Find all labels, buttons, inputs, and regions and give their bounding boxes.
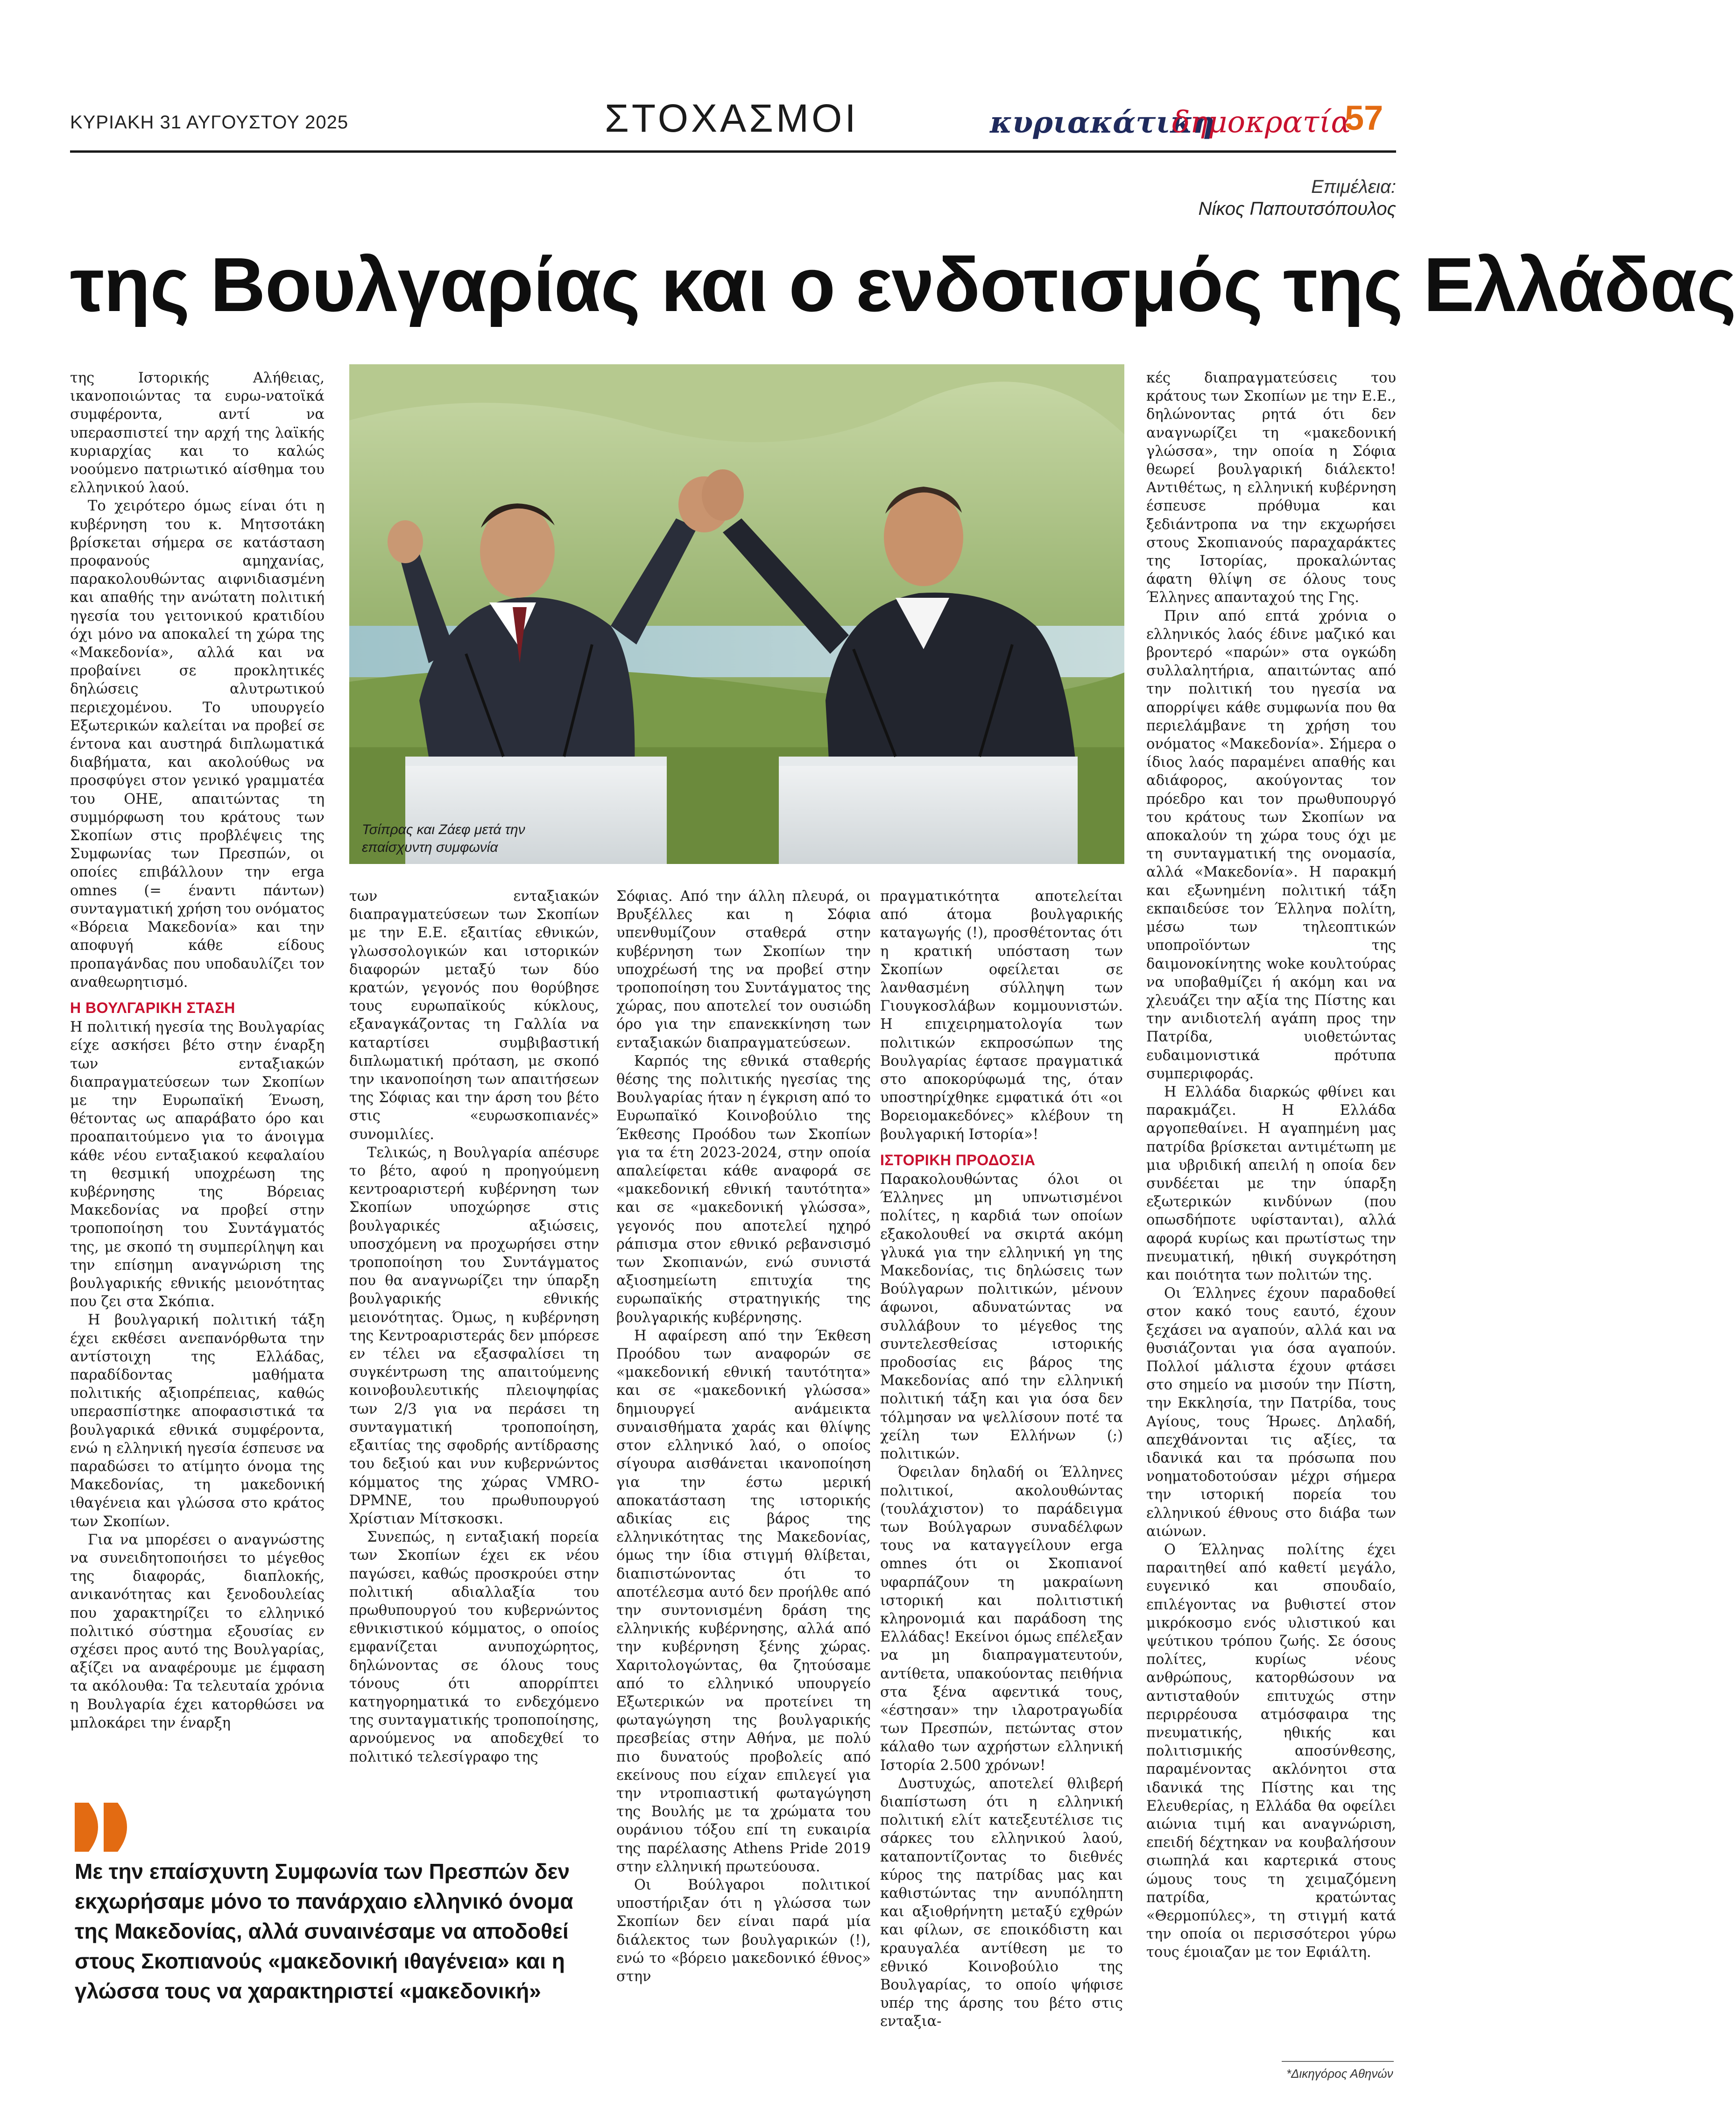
paragraph: Η βουλγαρική πολιτική τάξη έχει εκθέσει ανεπανόρθωτα την αντίστοιχη της Ελλάδας, παραδίδοντας μαθήματα πολιτικής αξιοπρέπειας, καθώς υπερασπίστηκε αποφασιστικά τα βουλγαρικά εθνικά συμφέροντα, ενώ η ελληνική ηγεσία έσπευσε να παραδώσει το ατίμητο όνομα της Μακεδονίας, τη μακεδονική ιθαγένεια και γλώσσα στο κράτος των Σκοπίων.	[70, 1312, 325, 1530]
paragraph: Συνεπώς, η ενταξιακή πορεία των Σκοπίων έχει εκ νέου παγώσει, καθώς προσκρούει στην πολιτική αδιαλλαξία του πρωθυπουργού του κυβερνώντος εθνικιστικού κόμματος, ο οποίος εμφανίζεται ανυποχώρητος, δηλώνοντας σε όλους τους τόνους ότι απορρίπτει κατηγορηματικά το ενδεχόμενο της συνταγματικής τροποποίησης, αρνούμενος να αποδεχθεί το πολιτικό τελεσίγραφο της	[349, 1529, 599, 1765]
paragraph: Τελικώς, η Βουλγαρία απέσυρε το βέτο, αφού η προηγούμενη κεντροαριστερή κυβέρνηση των Σκοπίων υποχώρησε στις βουλγαρικές αξιώσεις, υποσχόμενη να προχωρήσει στην τροποποίηση του Συντάγματος που θα αναγνωρίζει την ύπαρξη βουλγαρικής εθνικής μειονότητας. Όμως, η κυβέρνηση της Κεντροαριστεράς δεν μπόρεσε εν τέλει να εξασφαλίσει τη συγκέντρωση της απαιτούμενης κοινοβουλευτικής πλειοψηφίας των 2/3 για να περάσει τη συνταγματική τροποποίηση, εξαιτίας της σφοδρής αντίδρασης του δεξιού και νυν κυβερνώντος κόμματος της χώρας VMRO-DPMNE, του πρωθυπουργού Χρίστιαν Μίτσκοσκι.	[349, 1144, 599, 1527]
paragraph: πραγματικότητα αποτελείται από άτομα βουλγαρικής καταγωγής (!), προσθέτοντας ότι η κρατική υπόσταση των Σκοπίων οφείλεται σε λανθασμένη σύλληψη των Γιουγκοσλάβων κομμουνιστών. Η επιχειρηματολογία των πολιτικών εκπροσώπων της Βουλγαρίας έφτασε πραγματικά στο αποκορύφωμά της, όταν υποστηρίχθηκε εμφατικά ότι «οι Βορειομακεδόνες» κλέβουν τη βουλγαρική Ιστορία»!	[880, 888, 1123, 1143]
paragraph: Πριν από επτά χρόνια ο ελληνικός λαός έδινε μαζικό και βροντερό «παρών» στα ογκώδη συλλαλητήρια, απαιτώντας από την πολιτική του ηγεσία να απορρίψει κάθε συμφωνία που θα περιελάμβανε τη χρήση του ονόματος «Μακεδονία». Σήμερα ο ίδιος λαός παραμένει απαθής και αδιάφορος, ακούγοντας τον πρόεδρο και τον πρωθυπουργό του κράτους των Σκοπίων να αποκαλούν τη χώρα τους όχι με τη συνταγματική της ονομασία, αλλά «Μακεδονία». Η παρακμή και εξωνημένη πολιτική τάξη εκπαιδεύσε τον Έλληνα πολίτη, μέσω των τηλεοπτικών υποπροϊόντων της δαιμονοκίνητης woke κουλτούρας να υποβαθμίζει ή ακόμη και να χλευάζει την αξία της Πίστης και την ανιδιοτελή αγάπη προς την Πατρίδα, υιοθετώντας ευδαιμονιστικά πρότυπα συμπεριφοράς.	[1146, 608, 1396, 1082]
paragraph: Η αφαίρεση από την Έκθεση Προόδου των αναφορών σε «μακεδονική εθνική ταυτότητα» και σε «μακεδονική γλώσσα» δημιουργεί ανάμεικτα συναισθήματα χαράς και θλίψης στον ελληνικό λαό, ο οποίος σίγουρα αισθάνεται ικανοποίηση για την έστω μερική αποκατάσταση της ιστορικής αδικίας εις βάρος της ελληνικότητας της Μακεδονίας, όμως την ίδια στιγμή θλίβεται, διαπιστώνοντας ότι το αποτέλεσμα αυτό δεν προήλθε από την συντονισμένη δράση της ελληνικής κυβέρνησης, αλλά από την κυβέρνηση ξένης χώρας. Χαριτολογώντας, θα ζητούσαμε από το ελληνικό υπουργείο Εξωτερικών να προτείνει τη φωταγώγηση της βουλγαρικής πρεσβείας στην Αθήνα, με πολύ πιο δυνατούς προβολείς από εκείνους που είχαν επιλεγεί για την ντροπιαστική φωταγώγηση της Βουλής με τα χρώματα του ουράνιου τόξου επί τη ευκαιρία της παρέλασης Athens Pride 2019 στην ελληνική πρωτεύουσα.	[616, 1327, 871, 1875]
pull-quote: Με την επαίσχυντη Συμφωνία των Πρεσπών δεν εκχωρήσαμε μόνο το πανάρχαιο ελληνικό όνομα της Μακεδονίας, αλλά συναινέσαμε να αποδοθεί στους Σκοπιανούς «μακεδονική ιθαγένεια» και η γλώσσα τους να χαρακτηριστεί «μακεδονική»	[75, 1859, 573, 2003]
article-photo	[349, 364, 1124, 864]
page-number: 57	[1345, 99, 1383, 137]
paragraph: Καρπός της εθνικά σταθερής θέσης της πολιτικής ηγεσίας της Βουλγαρίας ήταν η έγκριση από το Ευρωπαϊκό Κοινοβούλιο της Έκθεσης Προόδου των Σκοπίων για τα έτη 2023-2024, στην οποία απαλείφεται κάθε αναφορά σε «μακεδονική εθνική ταυτότητα» και σε «μακεδονική γλώσσα», γεγονός που αποτελεί ηχηρό ράπισμα στον εθνικό ρεβανσισμό των Σκοπιανών, ενώ συνιστά αξιοσημείωτη επιτυχία της ευρωπαϊκής στρατηγικής της βουλγαρικής κυβέρνησης.	[616, 1053, 871, 1326]
subheading-bulgarian-stance: Η ΒΟΥΛΓΑΡΙΚΗ ΣΤΑΣΗ	[70, 999, 235, 1016]
paragraph: Οι Βούλγαροι πολιτικοί υποστήριξαν ότι η γλώσσα των Σκοπίων δεν είναι παρά μία διάλεκτος των βουλγαρικών (!), ενώ το «βόρειο μακεδονικό έθνος» στην	[616, 1876, 871, 1985]
subheading-historic-betrayal: ΙΣΤΟΡΙΚΗ ΠΡΟΔΟΣΙΑ	[880, 1151, 1036, 1168]
paragraph: της Ιστορικής Αλήθειας, ικανοποιώντας τα ευρω-νατοϊκά συμφέροντα, αντί να υπερασπιστεί την αρχή της λαϊκής κυριαρχίας και το καλώς νοούμενο πατριωτικό αίσθημα του ελληνικού λαού.	[70, 370, 325, 496]
paragraph: Για να μπορέσει ο αναγνώστης να συνειδητοποιήσει το μέγεθος της διαφοράς, διαπλοκής, ανικανότητας και ξενοδουλείας που χαρακτηρίζει το ελληνικό πολιτικό σύστημα εξουσίας εν σχέσει προς αυτό της Βουλγαρίας, αξίζει να αναφέρουμε με έμφαση τα ακόλουθα: Τα τελευταία χρόνια η Βουλγαρία έχει κατορθώσει να μπλοκάρει την έναρξη	[70, 1531, 325, 1731]
column-5	[1146, 369, 1396, 1962]
paragraph: Η πολιτική ηγεσία της Βουλγαρίας είχε ασκήσει βέτο στην έναρξη των ενταξιακών διαπραγματεύσεων των Σκοπίων με την Ευρωπαϊκή Ένωση, θέτοντας ως απαράβατο όρο και προαπαιτούμενο για το άνοιγμα κάθε νέου ενταξιακού κεφαλαίου τη θεσμική υποχρέωση της κυβέρνησης της Βόρειας Μακεδονίας να προβεί στην τροποποίηση του Συντάγματός της, με σκοπό τη συμπερίληψη και την επίσημη αναγνώριση της βουλγαρικής εθνικής μειονότητας που ζει στα Σκόπια.	[70, 1019, 325, 1310]
quote-mark-icon	[75, 1803, 145, 1854]
paragraph: Ο Έλληνας πολίτης έχει παραιτηθεί από καθετί μεγάλο, ευγενικό και σπουδαίο, επιλέγοντας να βυθιστεί στον μικρόκοσμο ενός υλιστικού και ψεύτικου τρόπου ζωής. Σε όσους πολίτες, κυρίως νέους ανθρώπους, κατορθώσουν να αντισταθούν επιτυχώς στην περιρρέουσα ατμόσφαιρα της πνευματικής, ηθικής και πολιτισμικής αποσύνθεσης, παραμένοντας ακλόνητοι στα ιδανικά της Πίστης και της Ελευθερίας, η Ελλάδα θα οφείλει αιώνια τιμή και αναγνώριση, επειδή δέχτηκαν να κουβαλήσουν σιωπηλά και καρτερικά στους ώμους τους τη χειμαζόμενη πατρίδα, κρατώντας «Θερμοπύλες», τη στιγμή κατά την οποία οι περισσότεροι γύρω τους έμοιαζαν με τον Εφιάλτη.	[1146, 1542, 1396, 1961]
footnote-rule	[1282, 2061, 1394, 2062]
paragraph: Η Ελλάδα διαρκώς φθίνει και παρακμάζει. Η Ελλάδα αργοπεθαίνει. Η αγαπημένη μας πατρίδα βρίσκεται αντιμέτωπη με μια υβριδική απειλή η οποία δεν συνδέεται με την ύπαρξη εξωτερικών κινδύνων (που οπωσδήποτε υφίστανται), αλλά αφορά κυρίως και πρωτίστως την πνευματική, ηθική συγκρότηση και ποιότητα των πολιτών της.	[1146, 1083, 1396, 1283]
author-footnote: *Δικηγόρος Αθηνών	[1286, 2067, 1393, 2081]
photo-caption: Τσίπρας και Ζάεφ μετά την επαίσχυντη συμφωνία	[362, 822, 525, 855]
paragraph: Σόφιας. Από την άλλη πλευρά, οι Βρυξέλλες και η Σόφια υπενθυμίζουν σταθερά στην κυβέρνηση των Σκοπίων την υποχρέωσή της να προβεί στην τροποποίηση του Συντάγματος της χώρας, που αποτελεί τον ουσιώδη όρο για την επανεκκίνηση των ενταξιακών διαπραγματεύσεων.	[616, 888, 871, 1051]
column-3	[616, 887, 871, 1986]
paragraph: Οι Έλληνες έχουν παραδοθεί στον κακό τους εαυτό, έχουν ξεχάσει να αγαπούν, αλλά και να θυσιάζονται για όσα αγαπούν. Πολλοί μάλιστα έχουν φτάσει στο σημείο να μισούν την Πίστη, την Εκκλησία, την Πατρίδα, τους Αγίους, τους Ήρωες. Δηλαδή, απεχθάνονται τις αξίες, τα ιδανικά και τα πρόσωπα που νοηματοδοτούσαν μέχρι σήμερα την ιστορική πορεία του ελληνικού έθνους στο διάβα των αιώνων.	[1146, 1285, 1396, 1540]
issue-date: ΚΥΡΙΑΚΗ 31 ΑΥΓΟΥΣΤΟΥ 2025	[70, 112, 349, 133]
paragraph: κές διαπραγματεύσεις του κράτους των Σκοπίων με την Ε.Ε., δηλώνοντας ρητά ότι δεν αναγνωρίζει τη «μακεδονική γλώσσα», την οποία η Σόφια θεωρεί βουλγαρική διάλεκτο! Αντιθέτως, η ελληνική κυβέρνηση έσπευσε πρόθυμα και ξεδιάντροπα να την εκχωρήσει στους Σκοπιανούς παραχαράκτες της Ιστορίας, προκαλώντας άφατη θλίψη σε όλους τους Έλληνες απανταχού της Γης.	[1146, 370, 1396, 606]
paragraph: Παρακολουθώντας όλοι οι Έλληνες μη υπνωτισμένοι πολίτες, η καρδιά των οποίων εξακολουθεί να σκιρτά ακόμη γλυκά για την ελληνική γη της Μακεδονίας, τις δηλώσεις των Βούλγαρων πολιτικών, μένουν άφωνοι, αδυνατώντας να συλλάβουν το μέγεθος της συντελεσθείσας ιστορικής προδοσίας εις βάρος της Μακεδονίας από την ελληνική πολιτική τάξη και για όσα δεν τόλμησαν να ψελλίσουν ποτέ τα χείλη των Ελλήνων (;) πολιτικών.	[880, 1171, 1123, 1463]
header-rule	[70, 150, 1396, 153]
paragraph: των ενταξιακών διαπραγματεύσεων των Σκοπίων με την Ε.Ε. εξαιτίας εθνικών, γλωσσολογικών και ιστορικών διαφορών μεταξύ των δύο κρατών, γεγονός που θορύβησε τους ευρωπαϊκούς κύκλους, εξαναγκάζοντας τη Γαλλία να καταρτίσει συμβιβαστική διπλωματική πρόταση, με σκοπό την ικανοποίηση των απαιτήσεων της Σόφιας και την άρση του βέτο στις «ευρωσκοπιανές» συνομιλίες.	[349, 888, 599, 1143]
article-headline: της Βουλγαρίας και ο ενδοτισμός της Ελλάδας	[70, 242, 1736, 327]
paragraph: Δυστυχώς, αποτελεί θλιβερή διαπίστωση ότι η ελληνική πολιτική ελίτ κατεξευτέλισε τις σάρκες του ελληνικού λαού, καταποντίζοντας το διεθνές κύρος της πατρίδας μας και καθιστώντας την ανυπόληπτη και αξιοθρήνητη μεταξύ εχθρών και φίλων, σε εποικόδιστη και κραυγαλέα αντίθεση με το εθνικό Κοινοβούλιο της Βουλγαρίας, το οποίο ψήφισε υπέρ της άρσης του βέτο στις ενταξια-	[880, 1775, 1123, 2030]
paragraph: Το χειρότερο όμως είναι ότι η κυβέρνηση του κ. Μητσοτάκη βρίσκεται σήμερα σε κατάσταση προφανούς αμηχανίας, παρακολουθώντας αιφνιδιασμένη και απαθής την ανώτατη πολιτική ηγεσία του γειτονικού κρατιδίου όχι μόνο να αποκαλεί τη χώρα της «Μακεδονία», αλλά και να προβαίνει σε προκλητικές δηλώσεις αλυτρωτικού περιεχομένου. Το υπουργείο Εξωτερικών καλείται να προβεί σε έντονα και αυστηρά διπλωματικά διαβήματα, και ακολούθως να προσφύγει στον γενικό γραμματέα του ΟΗΕ, απαιτώντας τη συμμόρφωση του κράτους των Σκοπίων στις προβλέψεις της Συμφωνίας των Πρεσπών, οι οποίες επιβάλλουν την erga omnes (= έναντι πάντων) συνταγματική χρήση του ονόματος «Βόρεια Μακεδονία» και την αποφυγή κάθε είδους προπαγάνδας που υποδαυλίζει τον αναθεωρητισμό.	[70, 498, 325, 991]
paragraph: Όφειλαν δηλαδή οι Έλληνες πολιτικοί, ακολουθώντας (τουλάχιστον) το παράδειγμα των Βούλγαρων συναδέλφων τους να καταγγείλουν erga omnes ότι οι Σκοπιανοί υφαρπάζουν τη μακραίωνη ιστορική και πολιτιστική κληρονομιά και παράδοση της Ελλάδας! Εκείνοι όμως επέλεξαν να μη διαπραγματευτούν, αντίθετα, υπακούοντας πειθήνια στα ξένα αφεντικά τους, «έστησαν» την ιλαροτραγωδία των Πρεσπών, πετώντας στον κάλαθο των αχρήστων ελληνική Ιστορία 2.500 χρόνων!	[880, 1464, 1123, 1774]
column-4	[880, 887, 1123, 2031]
newspaper-brand-part2: δημοκρατία	[1172, 105, 1351, 140]
section-title: ΣΤΟΧΑΣΜΟΙ	[605, 96, 859, 140]
editor-label: Επιμέλεια:	[1311, 177, 1396, 197]
column-1	[70, 369, 325, 1732]
editor-name: Νίκος Παπουτσόπουλος	[1198, 198, 1396, 219]
newspaper-brand-part1: κυριακάτικη	[990, 105, 1214, 140]
column-2	[349, 887, 599, 1766]
